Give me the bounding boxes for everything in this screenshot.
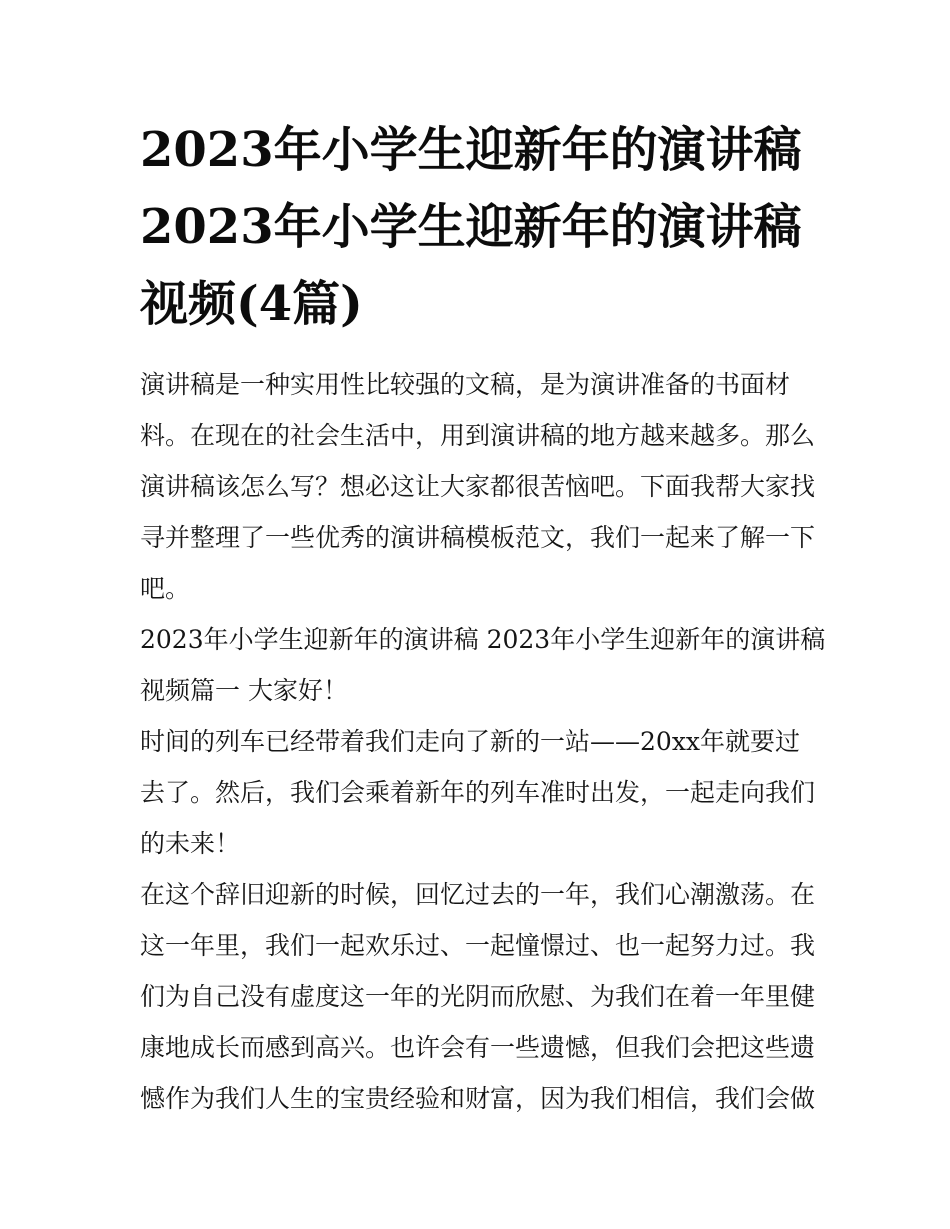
text-line: 憾作为我们人生的宝贵经验和财富，因为我们相信，我们会做	[140, 1084, 816, 1113]
text-line: 2023年小学生迎新年的演讲稿 2023年小学生迎新年的演讲稿	[140, 625, 826, 654]
title-line: 2023年小学生迎新年的演讲稿	[140, 122, 802, 178]
text-line: 去了。然后，我们会乘着新年的列车准时出发，一起走向我们	[140, 778, 816, 807]
text-line: 料。在现在的社会生活中，用到演讲稿的地方越来越多。那么	[140, 421, 816, 450]
text-line: 寻并整理了一些优秀的演讲稿模板范文，我们一起来了解一下	[140, 523, 816, 552]
text-line: 康地成长而感到高兴。也许会有一些遗憾，但我们会把这些遗	[140, 1033, 816, 1062]
text-line: 时间的列车已经带着我们走向了新的一站——20xx年就要过	[140, 727, 801, 756]
title-line: 2023年小学生迎新年的演讲稿	[140, 199, 802, 255]
intro-paragraph	[140, 359, 816, 614]
body-paragraph	[140, 869, 816, 1124]
text-line: 这一年里，我们一起欢乐过、一起憧憬过、也一起努力过。我	[140, 931, 816, 960]
text-line: 们为自己没有虚度这一年的光阴而欣慰、为我们在着一年里健	[140, 982, 816, 1011]
body-paragraph	[140, 716, 816, 869]
text-line: 的未来！	[140, 829, 241, 858]
text-line: 演讲稿是一种实用性比较强的文稿，是为演讲准备的书面材	[140, 370, 791, 399]
section-heading-paragraph	[140, 614, 826, 716]
text-line: 视频篇一 大家好！	[140, 676, 348, 705]
text-line: 在这个辞旧迎新的时候，回忆过去的一年，我们心潮激荡。在	[140, 880, 816, 909]
document-title	[140, 112, 812, 343]
text-line: 吧。	[140, 574, 191, 603]
title-line: 视频(4篇)	[140, 276, 363, 332]
text-line: 演讲稿该怎么写？想必这让大家都很苦恼吧。下面我帮大家找	[140, 472, 816, 501]
document-content	[140, 112, 826, 1124]
document-body	[140, 359, 826, 1124]
